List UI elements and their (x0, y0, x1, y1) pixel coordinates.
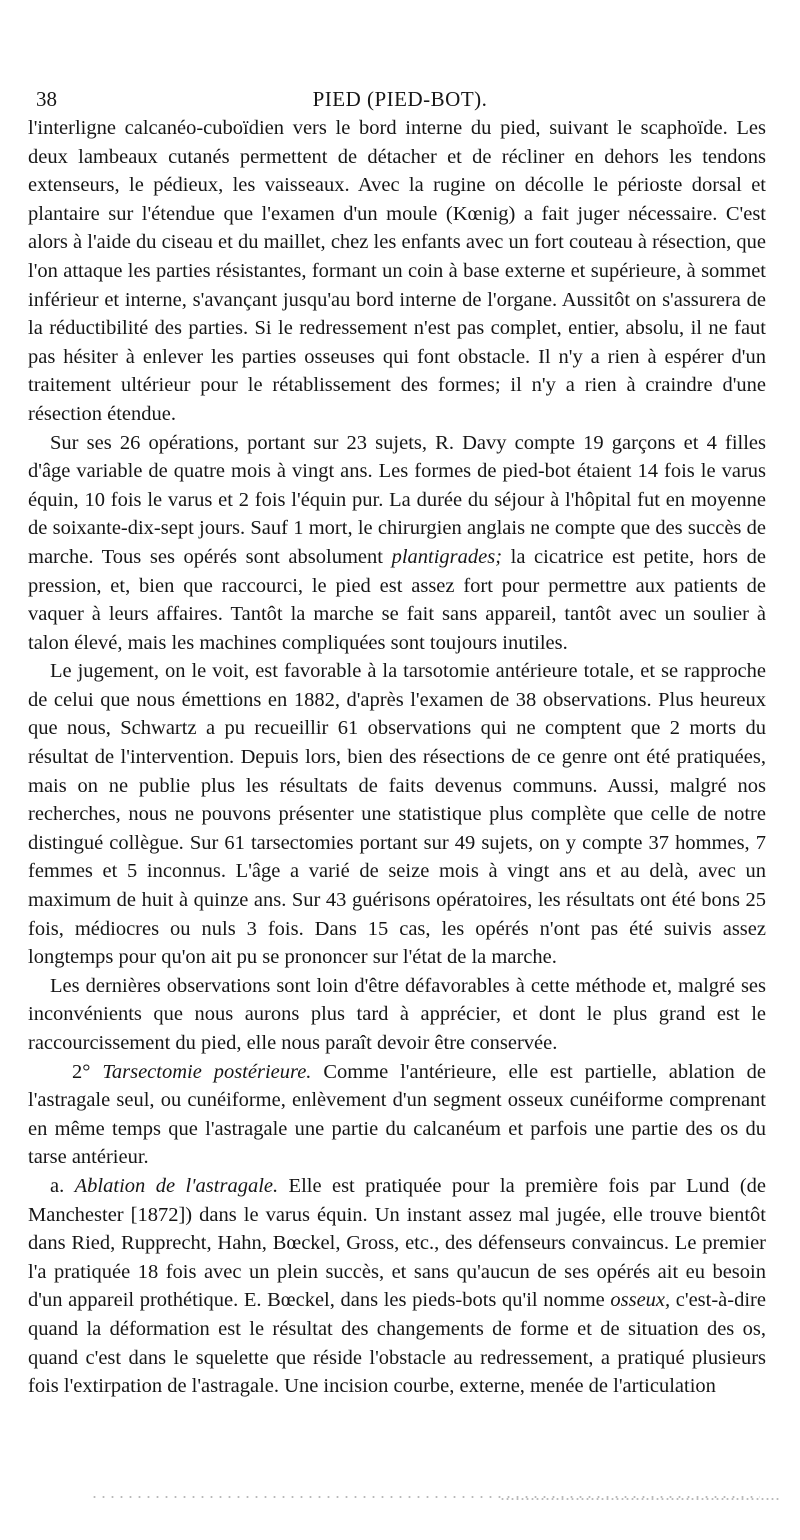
italic-term: osseux, (610, 1289, 671, 1312)
paragraph-text: Les dernières observations sont loin d'être défavorables à cette méthode et, malgré ses inconvénients que nous aurons plus tard à apprécier, et dont le plus grand est le raccourcissement du pied, elle nous paraît devoir être conservée. (28, 974, 766, 1054)
subsection-letter: a. (50, 1174, 75, 1197)
paragraph-text: l'interligne calcanéo-cuboïdien vers le bord interne du pied, suivant le scaphoïde. Les deux lambeaux cutanés permettent de détacher et de récliner en dehors les tendons extenseurs, le pédieux, les vaisseaux. Avec la rugine on décolle le périoste dorsal et plantaire sur l'étendue que l'examen d'un moule (Kœnig) a fait juger nécessaire. C'est alors à l'aide du ciseau et du maillet, chez les enfants avec un fort couteau à résection, que l'on attaque les parties résistantes, formant un coin à base externe et supérieure, à sommet inférieur et interne, s'avançant jusqu'au bord interne de l'organe. Aussitôt on s'assurera de la réductibilité des parties. Si le redressement n'est pas complet, entier, absolu, il ne faut pas hésiter à enlever les parties osseuses qui font obstacle. Il n'y a rien à espérer d'un traitement ultérieur pour le rétablissement des formes; il n'y a rien à craindre d'une résection étendue. (28, 117, 766, 425)
paragraph-text-continued: c'est-à-dire quand la déformation est le résultat des changements de forme et de situation des os, quand c'est dans le squelette que réside l'obstacle au redressement, a pratiqué plusieurs fois l'extirpation de l'astragale. Une incision courbe, externe, menée de l'articulation (28, 1289, 766, 1398)
paragraph-text: Elle est pratiquée pour la première fois par Lund (de Manchester [1872]) dans le varus équin. Un instant assez mal jugée, elle trouve bientôt dans Ried, Rupprecht, Hahn, Bœckel, Gross, etc., des défenseurs convaincus. Le premier l'a pratiquée 18 fois avec un plein succès, et sans qu'aucun de ses opérés ait eu besoin d'un appareil prothétique. E. Bœckel, dans les pieds-bots qu'il nomme (28, 1174, 767, 1312)
subsection-heading: Ablation de l'astragale. (74, 1174, 279, 1197)
page-header (30, 82, 770, 116)
paragraph-1 (28, 114, 766, 429)
paragraph-4 (28, 972, 766, 1058)
section-number: 2° (72, 1060, 103, 1083)
page-number: 38 (36, 87, 57, 111)
paragraph-6 (28, 1172, 766, 1401)
italic-term: plantigrades; (391, 545, 503, 568)
paragraph-text: Le jugement, on le voit, est favorable à la tarsotomie antérieure totale, et se rapproche de celui que nous émettions en 1882, d'après l'examen de 38 observations. Plus heureux que nous, Schwartz a pu recueillir 61 observations qui ne comptent que 2 morts du résultat de l'intervention. Depuis lors, bien des résections de ce genre ont été pratiquées, mais on ne publie plus les résultats de faits devenus communs. Aussi, malgré nos recherches, nous ne pouvons présenter une statistique plus complète que celle de notre distingué collègue. Sur 61 tarsectomies portant sur 49 sujets, on y compte 37 hommes, 7 femmes et 5 inconnus. L'âge a varié de seize mois à vingt ans et au delà, avec un maximum de huit à quinze ans. Sur 43 guérisons opératoires, les résultats ont été bons 25 fois, médiocres ou nuls 3 fois. Dans 15 cas, les opérés n'ont pas été suivis assez longtemps pour qu'on ait pu se prononcer sur l'état de la marche. (28, 660, 766, 969)
paragraph-3 (28, 657, 766, 972)
section-heading: Tarsectomie postérieure. (102, 1060, 312, 1083)
running-title: PIED (PIED-BOT). (312, 87, 488, 111)
paragraph-text-continued: la cicatrice est petite, hors de pression, et, bien que raccourci, le pied est assez fort pour permettre aux patients de vaquer à leurs affaires. Tantôt la marche se fait sans appareil, tantôt avec un soulier à talon élevé, mais les machines compliquées sont toujours inutiles. (28, 545, 766, 654)
paragraph-5 (28, 1058, 766, 1172)
paragraph-text: Sur ses 26 opérations, portant sur 23 sujets, R. Davy compte 19 garçons et 4 filles d'âge variable de quatre mois à vingt ans. Les formes de pied-bot étaient 14 fois le varus équin, 10 fois le varus et 2 fois l'équin pur. La durée du séjour à l'hôpital fut en moyenne de soixante-dix-sept jours. Sauf 1 mort, le chirurgien anglais ne compte que des succès de marche. Tous ses opérés sont absolument (28, 431, 766, 568)
paragraph-text: Comme l'antérieure, elle est partielle, ablation de l'astragale seul, ou cunéiforme, enlèvement d'un segment osseux cunéiforme comprenant en même temps que l'astragale une partie du calcanéum et parfois une partie des os du tarse antérieur. (28, 1060, 767, 1169)
scan-noise-dots-right (500, 1496, 780, 1502)
paragraph-2 (28, 429, 766, 658)
body-text (28, 114, 766, 1401)
